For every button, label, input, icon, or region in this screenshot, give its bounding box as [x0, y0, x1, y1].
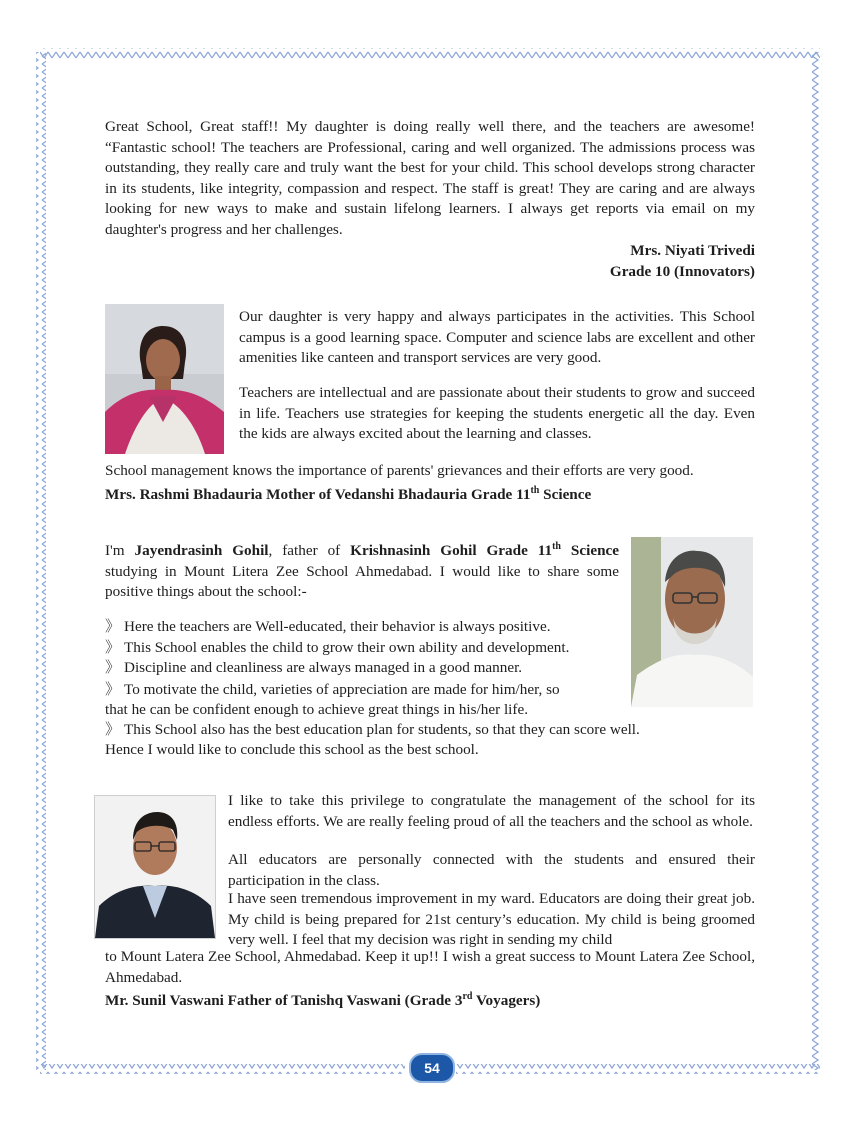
testimonial-2-para-2: Teachers are intellectual and are passionate about their students to grow and succeed in life. Teachers use strategies for keeping the students energetic all the day. Even the kids are always excited about the learning and classes.	[239, 384, 755, 442]
testimonial-1-signature-name: Mrs. Niyati Trivedi	[630, 242, 755, 259]
testimonial-3-bullet-3: 》 Discipline and cleanliness are always managed in a good manner.	[105, 659, 523, 676]
page-number-badge: 54	[409, 1053, 455, 1083]
parent-photo-man-suit	[94, 795, 216, 939]
bullet-arrow-icon: 》	[105, 639, 121, 656]
testimonial-4-para-3: I have seen tremendous improvement in my ward. Educators are doing their great job. My child is being prepared for 21st century’s education. My child is being groomed very well. I feel that my decision was right in sending my child	[228, 890, 755, 948]
testimonial-3-bullet-5: 》 This School also has the best education plan for students, so that they can score well.	[105, 721, 640, 738]
testimonial-3-bullet-2: 》 This School enables the child to grow their own ability and development.	[105, 639, 570, 656]
parent-photo-woman	[105, 304, 224, 454]
testimonial-2-signature: Mrs. Rashmi Bhadauria Mother of Vedanshi Bhadauria Grade 11th Science	[105, 485, 592, 504]
bullet-arrow-icon: 》	[105, 659, 121, 676]
testimonial-3-bullet-1: 》 Here the teachers are Well-educated, their behavior is always positive.	[105, 618, 551, 635]
testimonial-2-para-1: Our daughter is very happy and always participates in the activities. This School campus is a good learning space. Computer and science labs are excellent and other amenities like canteen and transport services are very good.	[239, 308, 755, 366]
testimonial-3-closing: Hence I would like to conclude this school as the best school.	[105, 741, 479, 758]
testimonial-2-para-3: School management knows the importance of parents' grievances and their efforts are very good.	[105, 462, 694, 479]
bullet-arrow-icon: 》	[105, 681, 121, 698]
testimonial-3-bullet-4: 》 To motivate the child, varieties of appreciation are made for him/her, so	[105, 681, 560, 698]
testimonial-1-text: Great School, Great staff!! My daughter is doing really well there, and the teachers are awesome! “Fantastic school! The teachers are Professional, caring and well organized. The admissions process was outstanding, they really care and truly want the best for your child. This school develops strong character in its students, like integrity, compassion and respect. The staff is great! They are caring and are always looking for new ways to make and sustain lifelong learners. I always get reports via email on my daughter's progress and her challenges.	[105, 118, 755, 238]
testimonial-4-para-3-cont: to Mount Latera Zee School, Ahmedabad. Keep it up!! I wish a great success to Mount Latera Zee School, Ahmedabad.	[105, 948, 755, 986]
bullet-arrow-icon: 》	[105, 618, 121, 635]
testimonial-4-signature: Mr. Sunil Vaswani Father of Tanishq Vaswani (Grade 3rd Voyagers)	[105, 991, 541, 1010]
testimonial-3-intro: I'm Jayendrasinh Gohil, father of Krishnasinh Gohil Grade 11th Science studying in Mount Litera Zee School Ahmedabad. I would like to share some positive things about the school:-	[105, 541, 619, 601]
testimonial-1-signature-grade: Grade 10 (Innovators)	[609, 263, 755, 280]
testimonial-3-bullet-4-cont: that he can be confident enough to achieve great things in his/her life.	[105, 701, 528, 718]
bullet-arrow-icon: 》	[105, 721, 121, 738]
testimonial-4-para-1: I like to take this privilege to congratulate the management of the school for its endless efforts. We are really feeling proud of all the teachers and the school as whole.	[228, 792, 755, 830]
testimonial-4-para-2: All educators are personally connected with the students and ensured their participation in the class.	[228, 851, 755, 889]
